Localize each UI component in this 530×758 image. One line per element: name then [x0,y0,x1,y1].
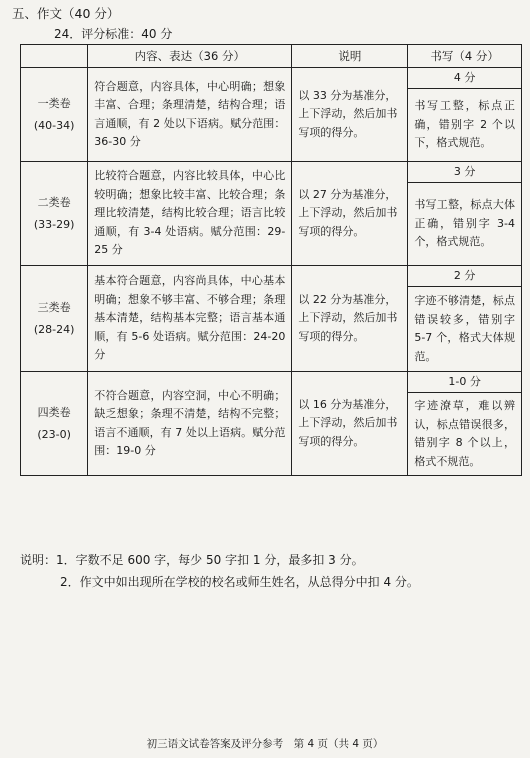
table-row [21,162,522,183]
scoring-note: 以 27 分为基准分，上下浮动，然后加书写项的得分。 [292,162,408,266]
table-row [21,68,522,89]
category-cell [21,68,88,162]
content-criteria: 不符合题意，内容空洞，中心不明确；缺乏想象；条理不清楚，结构不完整；语言不通顺，有 7 处以上语病。赋分范围：19-0 分 [88,372,292,476]
category-range: (40-34) [33,118,75,132]
category-cell [21,266,88,372]
table-row [21,372,522,393]
table-header-row [21,45,522,68]
writing-criteria: 书写工整，标点正确，错别字 2 个以下，格式规范。 [408,89,522,162]
writing-score: 4 分 [408,68,522,89]
writing-score: 1-0 分 [408,372,522,393]
category-name: 二类卷 [37,195,71,209]
content-criteria: 基本符合题意，内容尚具体，中心基本明确；想象不够丰富、不够合理；条理基本清楚，结构基本完整；语言基本通顺，有 5-6 处语病。赋分范围：24-20 分 [88,266,292,372]
scoring-rubric-table [20,44,522,476]
category-range: (33-29) [33,217,75,231]
writing-score: 2 分 [408,266,522,287]
category-name: 三类卷 [37,300,71,314]
header-category [21,45,88,68]
writing-criteria: 字迹不够清楚，标点错误较多，错别字 5-7 个，格式大体规范。 [408,287,522,372]
category-range: (28-24) [33,322,75,336]
category-cell [21,372,88,476]
scoring-note: 以 16 分为基准分，上下浮动，然后加书写项的得分。 [292,372,408,476]
category-cell [21,162,88,266]
table-row [21,266,522,287]
content-criteria: 符合题意，内容具体，中心明确；想象丰富、合理；条理清楚，结构合理；语言通顺，有 2 处以下语病。赋分范围：36-30 分 [88,68,292,162]
category-name: 一类卷 [37,96,71,110]
scoring-note: 以 22 分为基准分，上下浮动，然后加书写项的得分。 [292,266,408,372]
writing-score: 3 分 [408,162,522,183]
category-name: 四类卷 [37,405,71,419]
scoring-note: 以 33 分为基准分，上下浮动，然后加书写项的得分。 [292,68,408,162]
header-writing: 书写（4 分） [408,45,522,68]
category-range: (23-0) [37,427,71,441]
question-subtitle: 24．评分标准：40 分 [54,27,173,41]
writing-criteria: 字迹潦草，难以辨认，标点错误很多，错别字 8 个以上，格式不规范。 [408,393,522,476]
section-title: 五、作文（40 分） [12,6,120,21]
header-desc: 说明 [292,45,408,68]
header-content: 内容、表达（36 分） [88,45,292,68]
note-line-1: 说明：1．字数不足 600 字，每少 50 字扣 1 分，最多扣 3 分。 [20,553,364,567]
writing-criteria: 书写工整，标点大体正确，错别字 3-4 个，格式规范。 [408,183,522,266]
notes-block [20,549,419,593]
content-criteria: 比较符合题意，内容比较具体，中心比较明确；想象比较丰富、比较合理；条理比较清楚，结构比较合理；语言比较通顺，有 3-4 处语病。赋分范围：29-25 分 [88,162,292,266]
note-line-2: 2．作文中如出现所在学校的校名或师生姓名，从总得分中扣 4 分。 [60,575,419,589]
page-footer: 初三语文试卷答案及评分参考 第 4 页（共 4 页） [146,738,384,750]
